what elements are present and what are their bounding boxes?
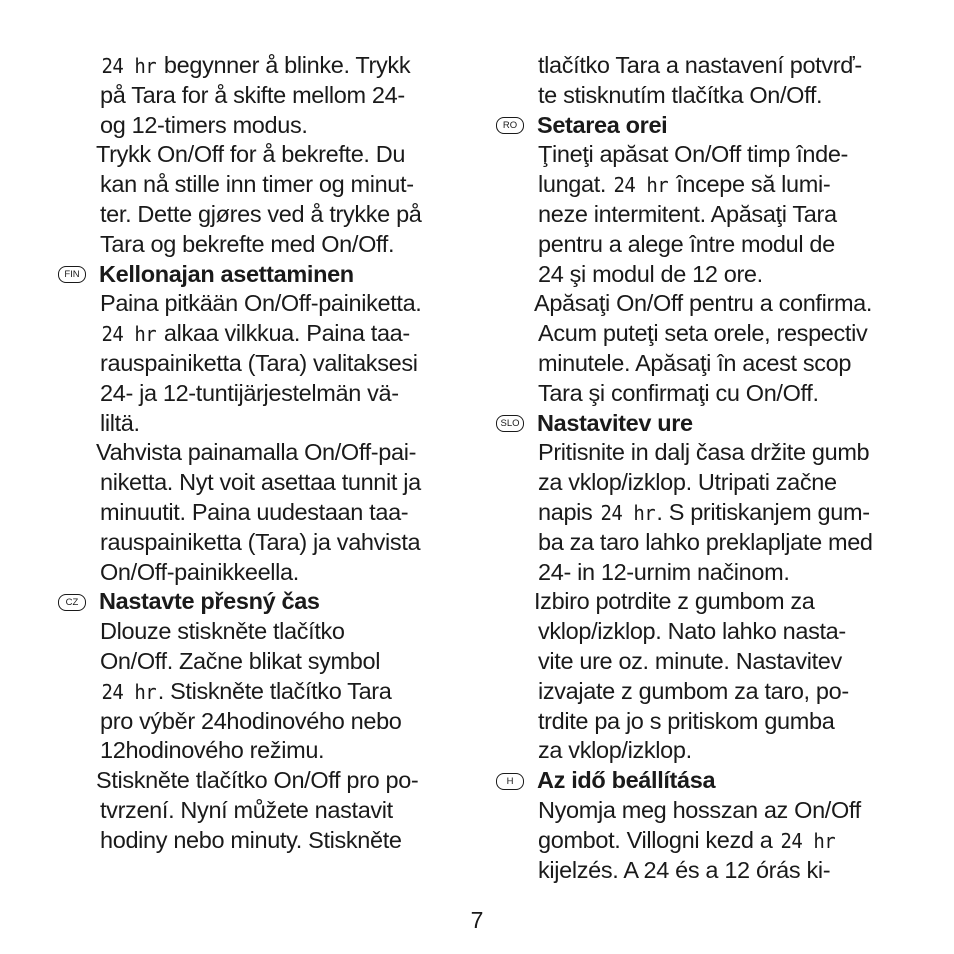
display-symbol: 24 hr: [613, 173, 669, 198]
text-line: Izbiro potrdite z gumbom za: [534, 588, 815, 615]
text-line: 24- ja 12-tuntijärjestelmän vä-: [100, 379, 399, 406]
text-line: Vahvista painamalla On/Off-pai-: [96, 439, 417, 466]
section-heading-cz: CZ Nastavte přesný čas: [58, 587, 478, 617]
text-line: hodiny nebo minuty. Stiskněte: [100, 826, 402, 853]
text-line: On/Off. Začne blikat symbol: [100, 647, 381, 674]
text-line: 24 şi modul de 12 ore.: [538, 260, 763, 287]
text-line: te stisknutím tlačítka On/Off.: [538, 81, 823, 108]
text-line: Pritisnite in dalj časa držite gumb: [538, 439, 870, 466]
text-line: kan nå stille inn timer og minut-: [100, 171, 414, 198]
display-symbol: 24 hr: [780, 828, 835, 853]
left-column: [58, 51, 478, 856]
text-line: 24 hr alkaa vilkkua. Paina taa-: [58, 319, 478, 349]
text-line: 24- in 12-urnim načinom.: [538, 558, 790, 585]
text-line: za vklop/izklop.: [538, 737, 692, 764]
text-line: liltä.: [100, 409, 140, 436]
text-line: On/Off-painikkeella.: [100, 558, 299, 585]
text-line: minutele. Apăsaţi în acest scop: [538, 349, 852, 376]
text-line: Ţineţi apăsat On/Off timp înde-: [538, 141, 849, 168]
text-line: lungat. 24 hr începe să lumi-: [496, 170, 916, 200]
text-line: napis 24 hr. S pritiskanjem gum-: [496, 498, 916, 528]
text-line: neze intermitent. Apăsaţi Tara: [538, 200, 837, 227]
text-line: tvrzení. Nyní můžete nastavit: [100, 796, 393, 823]
text-line: rauspainiketta (Tara) ja vahvista: [100, 528, 421, 555]
text-line: 24 hr. Stiskněte tlačítko Tara: [58, 677, 478, 707]
text-line: rauspainiketta (Tara) valitaksesi: [100, 349, 418, 376]
text-line: kijelzés. A 24 és a 12 órás ki-: [538, 856, 831, 883]
section-heading-slo: SLO Nastavitev ure: [496, 409, 916, 439]
text-line: za vklop/izklop. Utripati začne: [538, 469, 837, 496]
language-badge-fin: FIN: [58, 266, 86, 283]
display-symbol: 24 hr: [101, 679, 157, 704]
display-symbol: 24 hr: [101, 54, 157, 78]
display-symbol: 24 hr: [101, 322, 157, 347]
language-badge-h: H: [496, 773, 524, 790]
language-badge-cz: CZ: [58, 594, 86, 611]
text-line: Dlouze stiskněte tlačítko: [100, 618, 345, 645]
text-line: trdite pa jo s pritiskom gumba: [538, 707, 835, 734]
text-line: Tara şi confirmaţi cu On/Off.: [538, 379, 819, 406]
language-badge-ro: RO: [496, 117, 524, 134]
text-line: pentru a alege între modul de: [538, 230, 835, 257]
section-heading-fin: FIN Kellonajan asettaminen: [58, 260, 478, 290]
text-line: Acum puteţi seta orele, respectiv: [538, 320, 868, 347]
text-line: Trykk On/Off for å bekrefte. Du: [96, 141, 406, 168]
text-line: ter. Dette gjøres ved å trykke på: [100, 200, 422, 227]
text-line: ba za taro lahko preklapljate med: [538, 528, 873, 555]
text-line: på Tara for å skifte mellom 24-: [100, 81, 405, 108]
text-line: izvajate z gumbom za taro, po-: [538, 677, 849, 704]
text-line: minuutit. Paina uudestaan taa-: [100, 498, 409, 525]
text-line: vite ure oz. minute. Nastavitev: [538, 647, 842, 674]
section-heading-h: H Az idő beállítása: [496, 766, 916, 796]
right-column: [496, 51, 916, 885]
text-line: Tara og bekrefte med On/Off.: [100, 230, 395, 257]
text-line: 12hodinového režimu.: [100, 737, 325, 764]
page-number: 7: [470, 907, 484, 933]
text-line: Apăsaţi On/Off pentru a confirma.: [534, 290, 873, 317]
display-symbol: 24 hr: [600, 500, 655, 525]
text-line: 24 hr begynner å blinke. Trykk: [58, 51, 478, 81]
language-badge-slo: SLO: [496, 415, 524, 432]
text-line: Stiskněte tlačítko On/Off pro po-: [96, 767, 419, 794]
text-line: vklop/izklop. Nato lahko nasta-: [538, 618, 846, 645]
text-line: tlačítko Tara a nastavení potvrď-: [538, 52, 862, 78]
text-line: gombot. Villogni kezd a 24 hr: [496, 826, 916, 856]
text-line: og 12-timers modus.: [100, 111, 308, 138]
text-line: Paina pitkään On/Off-painiketta.: [100, 290, 422, 317]
text-line: niketta. Nyt voit asettaa tunnit ja: [100, 469, 421, 496]
section-heading-ro: RO Setarea orei: [496, 111, 916, 141]
text-line: Nyomja meg hosszan az On/Off: [538, 796, 861, 823]
text-line: pro výběr 24hodinového nebo: [100, 707, 402, 734]
